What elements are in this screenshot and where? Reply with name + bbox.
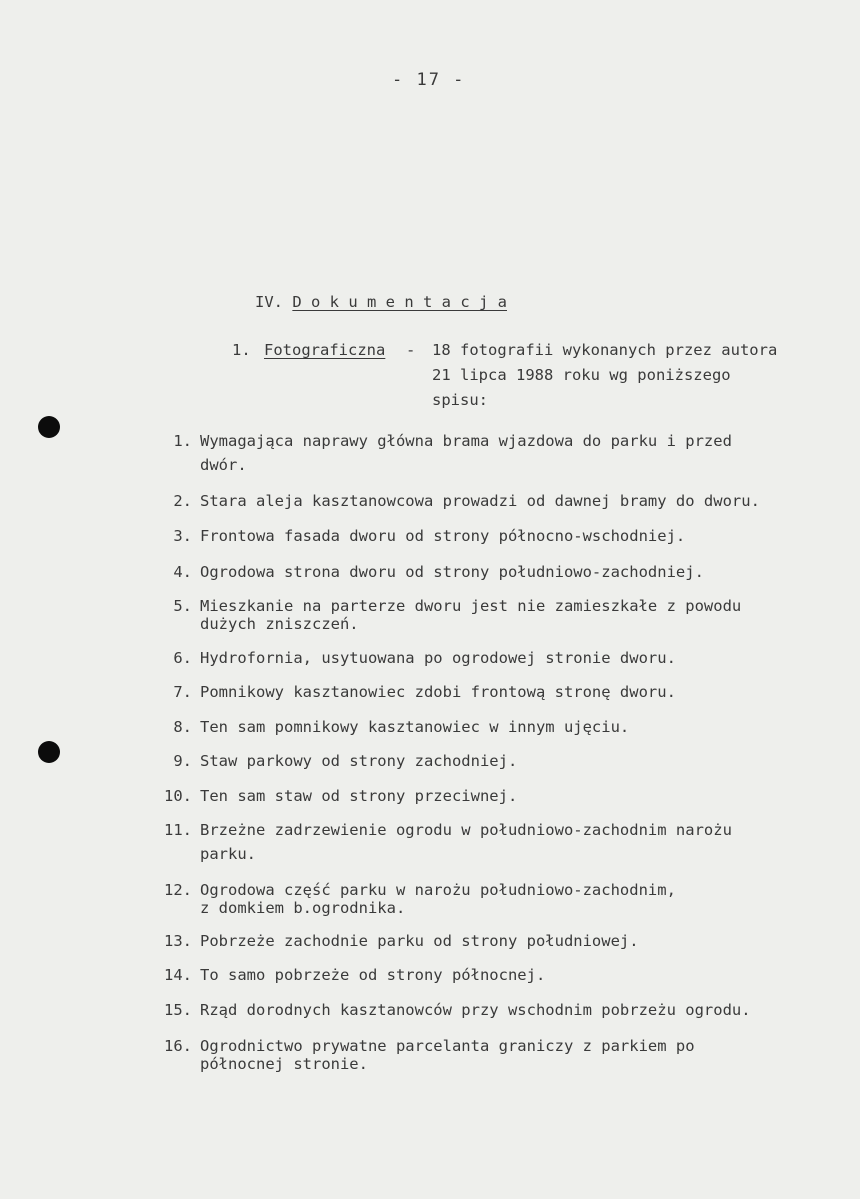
item-number: 14. xyxy=(164,966,192,984)
item-line: Ogrodowa strona dworu od strony południowo-zachodniej. xyxy=(200,563,704,581)
item-number: 11. xyxy=(164,821,192,839)
punch-hole xyxy=(38,741,60,763)
intro-text-line: 21 lipca 1988 roku wg poniższego xyxy=(432,366,731,384)
item-line: Pomnikowy kasztanowiec zdobi frontową stronę dworu. xyxy=(200,683,676,701)
item-line: Mieszkanie na parterze dworu jest nie zamieszkałe z powodu xyxy=(200,597,742,615)
item-number: 2. xyxy=(173,492,192,510)
punch-hole xyxy=(38,416,60,438)
item-number: 12. xyxy=(164,881,192,899)
section-title: D o k u m e n t a c j a xyxy=(292,293,507,311)
item-line: z domkiem b.ogrodnika. xyxy=(200,899,406,917)
item-number: 1. xyxy=(173,432,192,450)
item-line: Hydrofornia, usytuowana po ogrodowej stronie dworu. xyxy=(200,649,676,667)
item-text xyxy=(200,1001,840,1019)
item-number: 15. xyxy=(164,1001,192,1019)
item-line: dwór. xyxy=(200,456,247,474)
item-number: 4. xyxy=(173,563,192,581)
item-text xyxy=(200,787,840,805)
page-number: - 17 - xyxy=(392,70,466,90)
item-number: 3. xyxy=(173,527,192,545)
item-text xyxy=(200,821,840,863)
intro-dash: - xyxy=(406,341,416,359)
item-line: Rząd dorodnych kasztanowców przy wschodnim pobrzeżu ogrodu. xyxy=(200,1001,751,1019)
item-line: Ogrodowa część parku w narożu południowo-zachodnim, xyxy=(200,881,676,899)
item-text xyxy=(200,597,840,633)
item-line: dużych zniszczeń. xyxy=(200,615,359,633)
item-text xyxy=(200,563,840,581)
item-number: 5. xyxy=(173,597,192,615)
intro-number: 1. xyxy=(232,341,251,359)
item-text xyxy=(200,932,840,950)
item-text xyxy=(200,683,840,701)
item-line: Wymagająca naprawy główna brama wjazdowa do parku i przed xyxy=(200,432,732,450)
item-line: To samo pobrzeże od strony północnej. xyxy=(200,966,546,984)
item-line: Ten sam staw od strony przeciwnej. xyxy=(200,787,518,805)
item-text xyxy=(200,718,840,736)
item-line: Frontowa fasada dworu od strony północno-wschodniej. xyxy=(200,527,686,545)
intro-text xyxy=(432,338,842,413)
section-heading xyxy=(255,293,507,311)
intro-text-line: 18 fotografii wykonanych przez autora xyxy=(432,341,778,359)
section-numeral: IV. xyxy=(255,293,283,311)
item-text xyxy=(200,1037,840,1073)
item-text xyxy=(200,881,840,917)
item-number: 8. xyxy=(173,718,192,736)
item-line: parku. xyxy=(200,845,256,863)
item-number: 9. xyxy=(173,752,192,770)
item-line: Pobrzeże zachodnie parku od strony południowej. xyxy=(200,932,639,950)
item-number: 10. xyxy=(164,787,192,805)
item-text xyxy=(200,492,840,510)
intro-text-line: spisu: xyxy=(432,391,488,409)
item-line: Ogrodnictwo prywatne parcelanta graniczy z parkiem po xyxy=(200,1037,695,1055)
item-line: Ten sam pomnikowy kasztanowiec w innym ujęciu. xyxy=(200,718,630,736)
item-text xyxy=(200,432,840,474)
item-text xyxy=(200,649,840,667)
item-line: Brzeżne zadrzewienie ogrodu w południowo-zachodnim narożu xyxy=(200,821,732,839)
item-line: Stara aleja kasztanowcowa prowadzi od dawnej bramy do dworu. xyxy=(200,492,760,510)
item-text xyxy=(200,966,840,984)
item-number: 13. xyxy=(164,932,192,950)
intro-keyword: Fotograficzna xyxy=(264,341,386,359)
item-line: północnej stronie. xyxy=(200,1055,368,1073)
item-number: 16. xyxy=(164,1037,192,1055)
item-number: 7. xyxy=(173,683,192,701)
item-number: 6. xyxy=(173,649,192,667)
item-text xyxy=(200,527,840,545)
item-line: Staw parkowy od strony zachodniej. xyxy=(200,752,518,770)
item-text xyxy=(200,752,840,770)
